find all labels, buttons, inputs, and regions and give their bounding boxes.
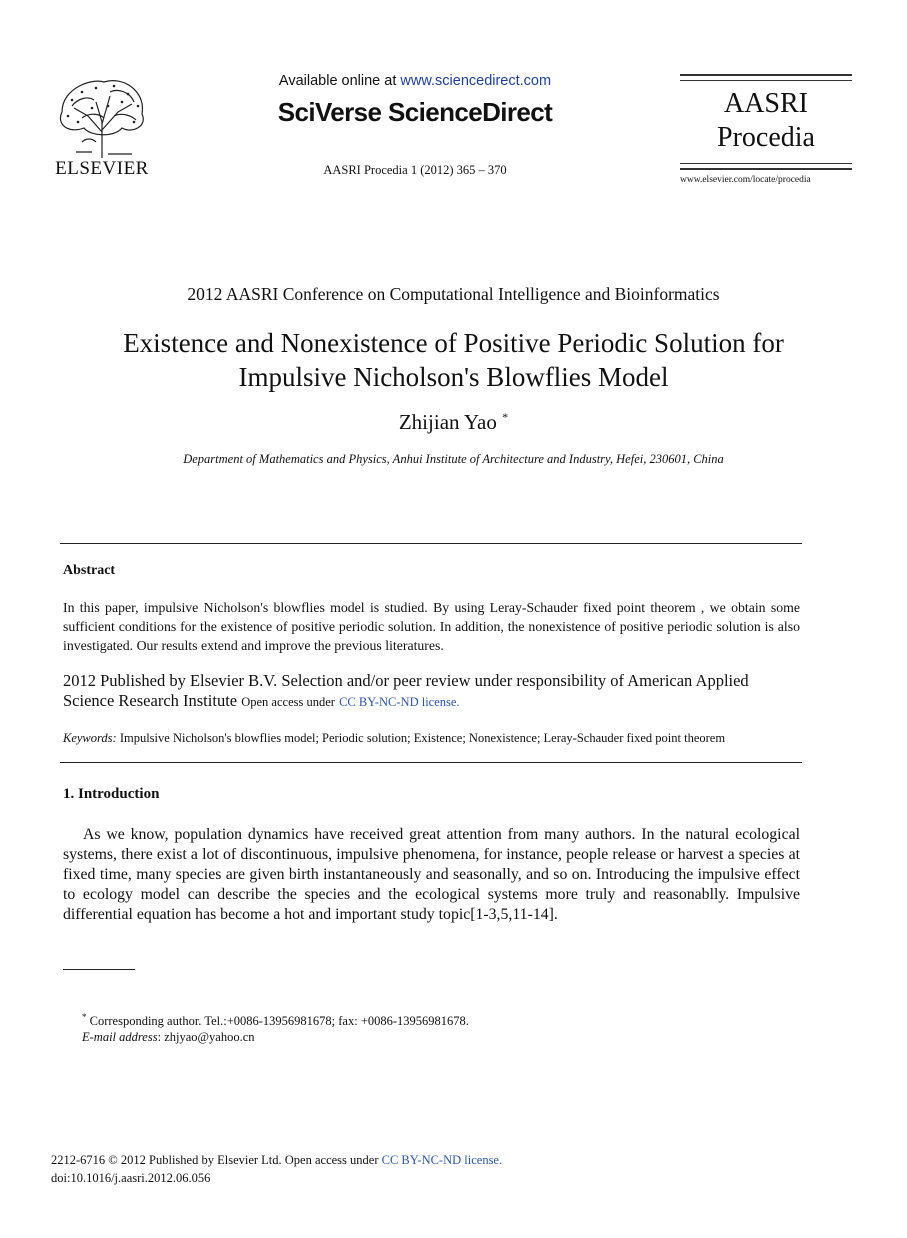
author-mark: * xyxy=(502,410,509,424)
available-online xyxy=(230,73,600,89)
email-label: E-mail address xyxy=(82,1030,158,1044)
keywords-label: Keywords: xyxy=(63,731,117,745)
elsevier-logo xyxy=(52,72,152,180)
paper-title-line1: Existence and Nonexistence of Positive Periodic Solution for xyxy=(123,328,784,358)
rule-below-keywords xyxy=(60,762,802,763)
journal-url[interactable]: www.elsevier.com/locate/procedia xyxy=(680,175,811,185)
platform-name: SciVerse ScienceDirect xyxy=(277,97,553,127)
available-prefix: Available online at xyxy=(278,73,397,89)
paper-title-line2: Impulsive Nicholson's Blowflies Model xyxy=(238,362,669,392)
conference-name: 2012 AASRI Conference on Computational Intelligence and Bioinformatics xyxy=(187,284,720,304)
section-heading-introduction: 1. Introduction xyxy=(63,786,160,802)
author xyxy=(230,410,677,435)
keywords xyxy=(63,731,803,746)
abstract-text: In this paper, impulsive Nicholson's blowflies model is studied. By using Leray-Schauder fixed point theorem , we obtain some sufficient conditions for the existence of positive periodic solution. In addition, the nonexistence of positive periodic solution is also investigated. Our results extend and improve the previous literatures. xyxy=(63,600,800,653)
introduction-text: As we know, population dynamics have received great attention from many authors. In the natural ecological systems, there exist a lot of discontinuous, impulsive phenomena, for instance, people release or harvest a species at fixed time, many species are given birth instantaneously and seasonally, and so on. Introducing the impulsive effect to ecology model can describe the species and the ecological systems more truly and reasonablly. Impulsive differential equation has become a hot and important study topic[1-3,5,11-14]. xyxy=(63,826,800,923)
footnote-corresponding xyxy=(82,1012,782,1029)
elsevier-wordmark: ELSEVIER xyxy=(55,158,149,179)
citation: AASRI Procedia 1 (2012) 365 – 370 xyxy=(323,163,507,177)
footer-issn xyxy=(51,1153,751,1168)
open-access-prefix: Open access under xyxy=(241,695,335,709)
author-name: Zhijian Yao xyxy=(398,410,497,434)
sciencedirect-link[interactable]: www.sciencedirect.com xyxy=(400,73,552,89)
journal-rule-top xyxy=(680,74,852,81)
footer-license-link[interactable]: CC BY-NC-ND license. xyxy=(381,1153,503,1167)
journal-rule-bottom xyxy=(680,163,852,170)
abstract-heading: Abstract xyxy=(63,563,116,578)
keywords-text: Impulsive Nicholson's blowflies model; Periodic solution; Existence; Nonexistence; Leray-Schauder fixed point theorem xyxy=(119,731,726,745)
footnote-mark: * xyxy=(82,1012,87,1022)
footnote-email xyxy=(82,1030,782,1045)
published-statement xyxy=(63,671,800,712)
footnote-rule xyxy=(63,969,135,970)
elsevier-tree-icon xyxy=(52,72,152,160)
published-text: 2012 Published by Elsevier B.V. Selection and/or peer review under responsibility of American Applied Science Research Institute xyxy=(63,671,749,710)
affiliation: Department of Mathematics and Physics, Anhui Institute of Architecture and Industry, Hefei, 230601, China xyxy=(183,452,724,466)
footnote-corresponding-text: Corresponding author. Tel.:+0086-13956981678; fax: +0086-13956981678. xyxy=(89,1014,469,1029)
email-separator: : xyxy=(157,1030,162,1044)
rule-above-abstract xyxy=(60,543,802,544)
journal-name-line2: Procedia xyxy=(717,122,815,153)
footer-issn-text: 2212-6716 © 2012 Published by Elsevier Ltd. Open access under xyxy=(51,1153,379,1167)
email-address[interactable]: zhjyao@yahoo.cn xyxy=(164,1030,255,1044)
license-link[interactable]: CC BY-NC-ND license. xyxy=(339,695,460,709)
journal-name-line1: AASRI xyxy=(723,88,808,119)
footer-doi: doi:10.1016/j.aasri.2012.06.056 xyxy=(51,1171,211,1185)
